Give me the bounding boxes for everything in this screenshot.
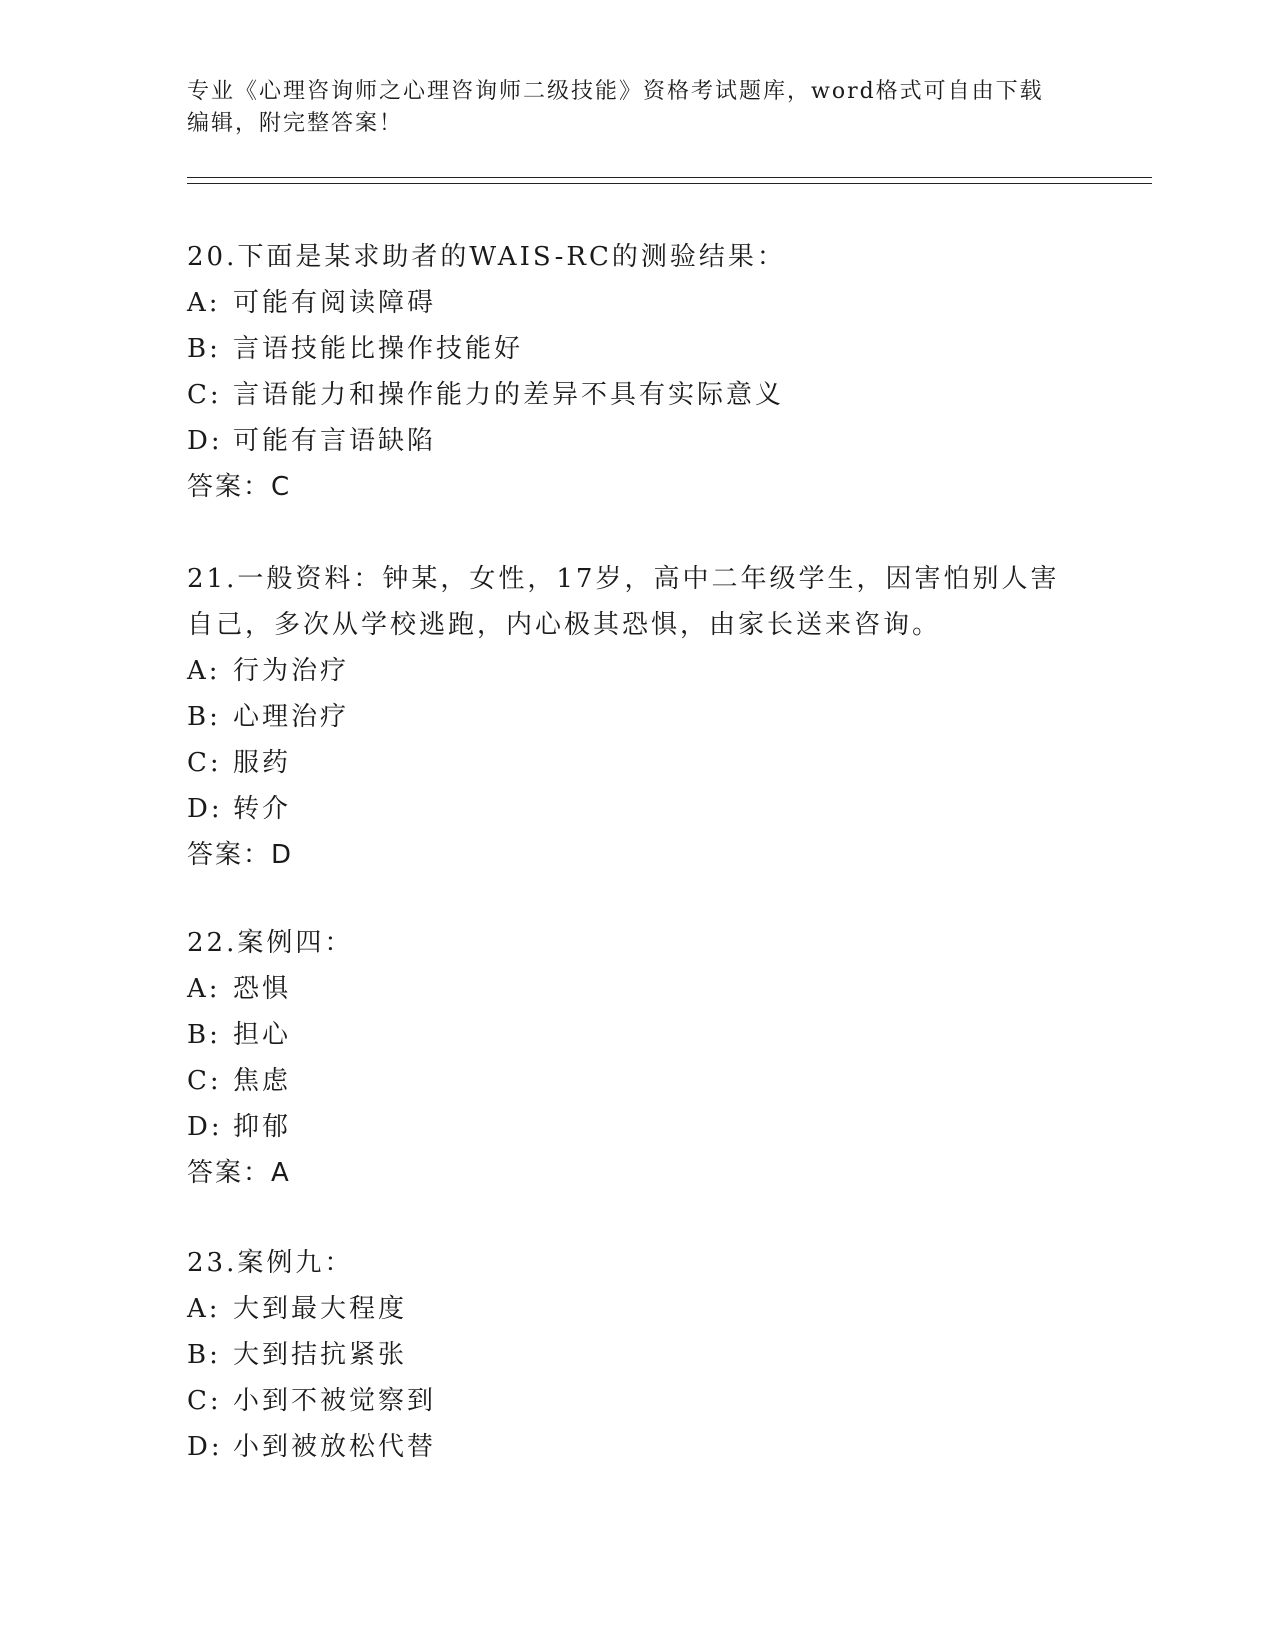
option-b	[187, 1012, 1087, 1058]
question-20	[187, 234, 1087, 510]
question-text: 下面是某求助者的WAIS-RC的测验结果：	[237, 242, 786, 272]
question-stem	[187, 234, 1087, 280]
option-letter: C:	[187, 748, 222, 778]
option-letter: D:	[187, 794, 223, 824]
option-text: 心理治疗	[233, 702, 350, 732]
option-text: 言语技能比操作技能好	[233, 334, 524, 364]
option-c	[187, 372, 1087, 418]
option-text: 恐惧	[233, 974, 292, 1004]
option-text: 大到最大程度	[233, 1294, 408, 1324]
option-letter: D:	[187, 426, 223, 456]
option-text: 大到拮抗紧张	[233, 1340, 408, 1370]
option-text: 可能有言语缺陷	[233, 426, 437, 456]
question-number: 21.	[187, 564, 238, 594]
question-stem	[187, 920, 1087, 966]
header-line-1: 专业《心理咨询师之心理咨询师二级技能》资格考试题库，word格式可自由下载	[187, 79, 1044, 104]
option-letter: B:	[187, 334, 221, 364]
question-22	[187, 920, 1087, 1196]
option-letter: D:	[187, 1112, 223, 1142]
question-number: 23.	[187, 1248, 238, 1278]
option-d	[187, 1104, 1087, 1150]
option-letter: B:	[187, 702, 221, 732]
option-letter: A:	[187, 656, 221, 686]
option-a	[187, 280, 1087, 326]
option-c	[187, 1058, 1087, 1104]
option-text: 转介	[233, 794, 292, 824]
question-23	[187, 1240, 1087, 1470]
option-text: 担心	[233, 1020, 292, 1050]
answer: 答案：C	[187, 472, 292, 502]
option-letter: D:	[187, 1432, 223, 1462]
option-letter: C:	[187, 380, 222, 410]
question-stem	[187, 556, 1087, 648]
header-divider-bottom	[187, 183, 1152, 184]
option-text: 焦虑	[233, 1066, 292, 1096]
option-letter: C:	[187, 1066, 222, 1096]
option-b	[187, 326, 1087, 372]
option-text: 可能有阅读障碍	[233, 288, 437, 318]
header-line-2: 编辑，附完整答案！	[187, 111, 404, 136]
question-number: 20.	[187, 242, 238, 272]
question-21	[187, 556, 1087, 878]
question-text: 案例九：	[237, 1248, 354, 1278]
option-letter: B:	[187, 1340, 221, 1370]
header-divider-top	[187, 177, 1152, 178]
answer: 答案：A	[187, 1158, 291, 1188]
option-a	[187, 1286, 1087, 1332]
question-number: 22.	[187, 928, 238, 958]
document-header	[187, 76, 1077, 140]
option-text: 小到被放松代替	[233, 1432, 437, 1462]
option-letter: A:	[187, 1294, 221, 1324]
option-text: 服药	[233, 748, 292, 778]
option-text: 言语能力和操作能力的差异不具有实际意义	[233, 380, 785, 410]
option-text: 抑郁	[233, 1112, 292, 1142]
option-c	[187, 740, 1087, 786]
question-text: 案例四：	[237, 928, 354, 958]
option-d	[187, 786, 1087, 832]
question-stem	[187, 1240, 1087, 1286]
option-a	[187, 966, 1087, 1012]
option-a	[187, 648, 1087, 694]
option-text: 小到不被觉察到	[233, 1386, 437, 1416]
option-b	[187, 1332, 1087, 1378]
option-letter: C:	[187, 1386, 222, 1416]
option-d	[187, 418, 1087, 464]
option-letter: B:	[187, 1020, 221, 1050]
option-b	[187, 694, 1087, 740]
option-d	[187, 1424, 1087, 1470]
option-letter: A:	[187, 288, 221, 318]
answer: 答案：D	[187, 840, 294, 870]
option-text: 行为治疗	[233, 656, 350, 686]
option-letter: A:	[187, 974, 221, 1004]
question-text: 一般资料：钟某，女性，17岁，高中二年级学生，因害怕别人害自己，多次从学校逃跑，内心极其恐惧，由家长送来咨询。	[187, 564, 1060, 640]
option-c	[187, 1378, 1087, 1424]
